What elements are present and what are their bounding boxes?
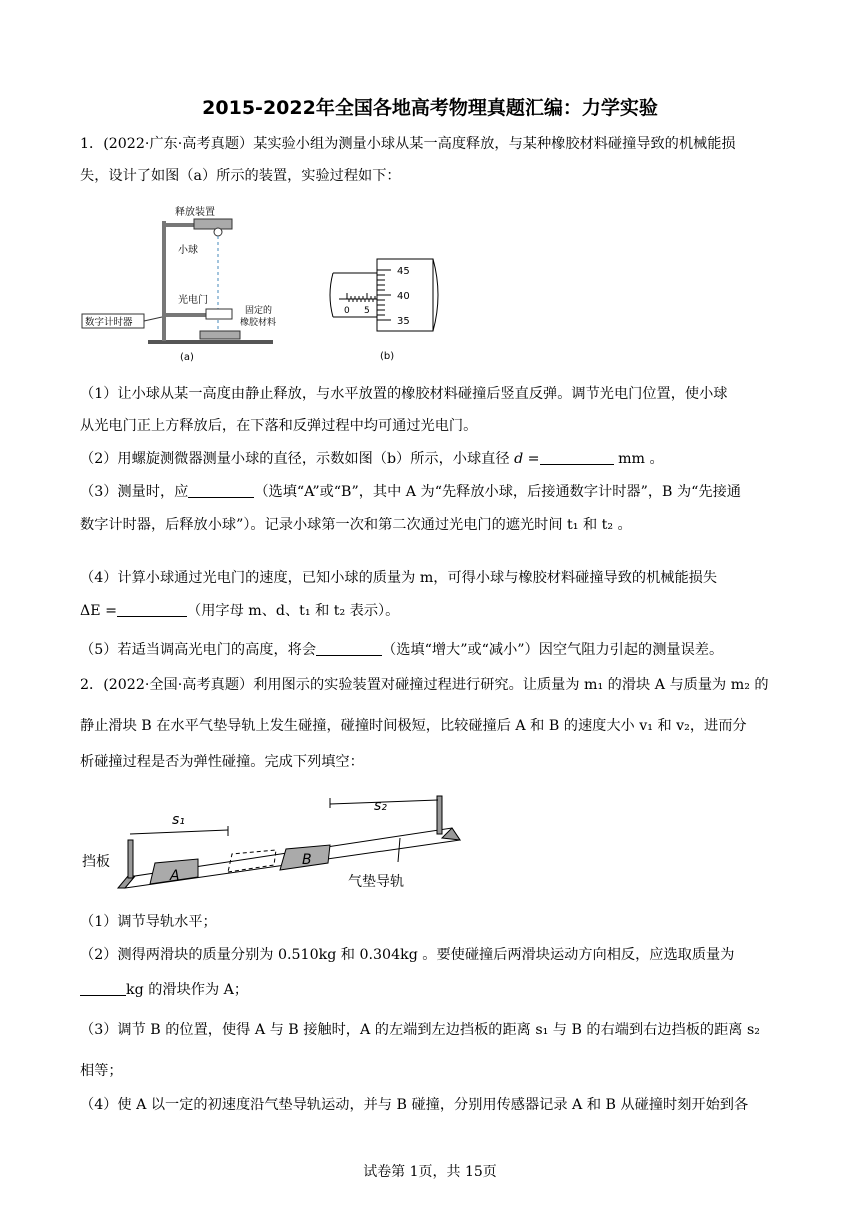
q1-stem-line1: 1．(2022·广东·高考真题）某实验小组为测量小球从某一高度释放，与某种橡胶材料碰撞导致的机械能损 xyxy=(80,136,736,152)
main-0: 0 xyxy=(344,306,350,316)
rubber-pad xyxy=(200,331,240,339)
q1-step2 xyxy=(80,449,780,469)
label-b: B xyxy=(302,852,312,868)
q2-step1: （1）调节导轨水平； xyxy=(80,914,217,930)
label-baffle: 挡板 xyxy=(82,854,110,870)
figure-a-apparatus xyxy=(80,195,280,365)
answer-blank[interactable] xyxy=(316,641,382,656)
page-title: 2015-2022年全国各地高考物理真题汇编：力学实验 xyxy=(202,97,658,119)
q1-step5-b: （选填“增大”或“减小”）因空气阻力引起的测量误差。 xyxy=(382,642,724,658)
figure-b-micrometer xyxy=(325,255,455,367)
lower-arm xyxy=(162,313,208,317)
q2-step3-line2: 相等； xyxy=(80,1063,123,1079)
q1-step2-unit: mm 。 xyxy=(618,451,664,467)
q2-step2-text: kg 的滑块作为 A； xyxy=(126,982,249,998)
label-ball: 小球 xyxy=(178,245,198,256)
q2-stem-line3: 析碰撞过程是否为弹性碰撞。完成下列填空： xyxy=(80,754,364,770)
answer-blank[interactable] xyxy=(188,483,254,498)
answer-blank[interactable] xyxy=(117,602,187,617)
q2-step3-line1: （3）调节 B 的位置，使得 A 与 B 接触时，A 的左端到左边挡板的距离 s₁ 与 B 的右端到右边挡板的距离 s₂ xyxy=(80,1022,760,1038)
label-rubber-2: 橡胶材料 xyxy=(240,318,277,328)
q1-step1-line1: （1）让小球从某一高度由静止释放，与水平放置的橡胶材料碰撞后竖直反弹。调节光电门位置，使小球 xyxy=(80,386,728,402)
q1-step3-b: （选填“A”或“B”，其中 A 为“先释放小球，后接通数字计时器”，B 为“先接通 xyxy=(254,484,741,500)
figure-air-track xyxy=(80,790,470,900)
tick-35: 35 xyxy=(397,316,410,327)
s1-arrow xyxy=(130,830,228,834)
q2-step4-line1: （4）使 A 以一定的初速度沿气垫导轨运动，并与 B 碰撞，分别用传感器记录 A 和 B 从碰撞时刻开始到各 xyxy=(80,1097,749,1113)
answer-blank[interactable] xyxy=(540,450,614,465)
tick-40: 40 xyxy=(397,291,410,302)
q1-step5-a: （5）若适当调高光电门的高度，将会 xyxy=(80,642,317,658)
left-baffle xyxy=(128,840,133,878)
q1-step2-var: d = xyxy=(514,451,540,467)
stand-pole xyxy=(162,221,166,341)
q2-step2-line2 xyxy=(80,980,780,1000)
label-gate: 光电门 xyxy=(178,295,208,306)
q1-step3-line2: 数字计时器，后释放小球”）。记录小球第一次和第二次通过光电门的遮光时间 t₁ 和 t₂ 。 xyxy=(80,517,632,533)
label-release: 释放装置 xyxy=(175,207,215,218)
q1-step2-text: （2）用螺旋测微器测量小球的直径，示数如图（b）所示，小球直径 xyxy=(80,451,510,467)
q1-step4-var: ΔE = xyxy=(80,603,117,619)
label-timer: 数字计时器 xyxy=(85,317,133,328)
q2-stem-line1: 2．(2022·全国·高考真题）利用图示的实验装置对碰撞过程进行研究。让质量为 m₁ 的滑块 A 与质量为 m₂ 的 xyxy=(80,677,769,693)
main-scale-ticks xyxy=(347,293,375,302)
thimble-right-edge xyxy=(433,259,438,331)
release-device xyxy=(194,219,232,229)
base-plate xyxy=(148,340,273,344)
label-s2: s₂ xyxy=(374,798,387,814)
q1-stem-line2: 失，设计了如图（a）所示的装置，实验过程如下： xyxy=(80,168,401,184)
caption-a: (a) xyxy=(180,352,194,363)
q1-step1-line2: 从光电门正上方释放后，在下落和反弹过程中均可通过光电门。 xyxy=(80,418,478,434)
timer-wire xyxy=(144,317,162,321)
q2-step2-line1: （2）测得两滑块的质量分别为 0.510kg 和 0.304kg 。要使碰撞后两滑块运动方向相反，应选取质量为 xyxy=(80,947,735,963)
q1-step4-text: （用字母 m、d、t₁ 和 t₂ 表示）。 xyxy=(187,603,400,619)
label-s1: s₁ xyxy=(172,812,185,828)
q1-step3-a: （3）测量时，应 xyxy=(80,484,189,500)
q1-step4-line1: （4）计算小球通过光电门的速度，已知小球的质量为 m，可得小球与橡胶材料碰撞导致的机械能损失 xyxy=(80,570,718,586)
answer-blank[interactable] xyxy=(80,981,126,996)
right-baffle xyxy=(437,796,442,834)
main-5: 5 xyxy=(364,306,370,316)
q1-step3-line1 xyxy=(80,482,780,502)
q1-step5 xyxy=(80,640,780,660)
sleeve-left-edge xyxy=(330,273,333,317)
q2-stem-line2: 静止滑块 B 在水平气垫导轨上发生碰撞，碰撞时间极短，比较碰撞后 A 和 B 的速度大小 v₁ 和 v₂，进而分 xyxy=(80,718,747,734)
tick-45: 45 xyxy=(397,266,410,277)
photogate xyxy=(206,309,232,319)
label-track: 气垫导轨 xyxy=(348,874,404,890)
page-footer: 试卷第 1页，共 15页 xyxy=(363,1164,497,1180)
caption-b: (b) xyxy=(380,351,395,362)
q1-step4-line2 xyxy=(80,601,780,621)
label-rubber-1: 固定的 xyxy=(245,306,273,316)
label-a: A xyxy=(170,868,180,884)
ball xyxy=(214,228,222,236)
